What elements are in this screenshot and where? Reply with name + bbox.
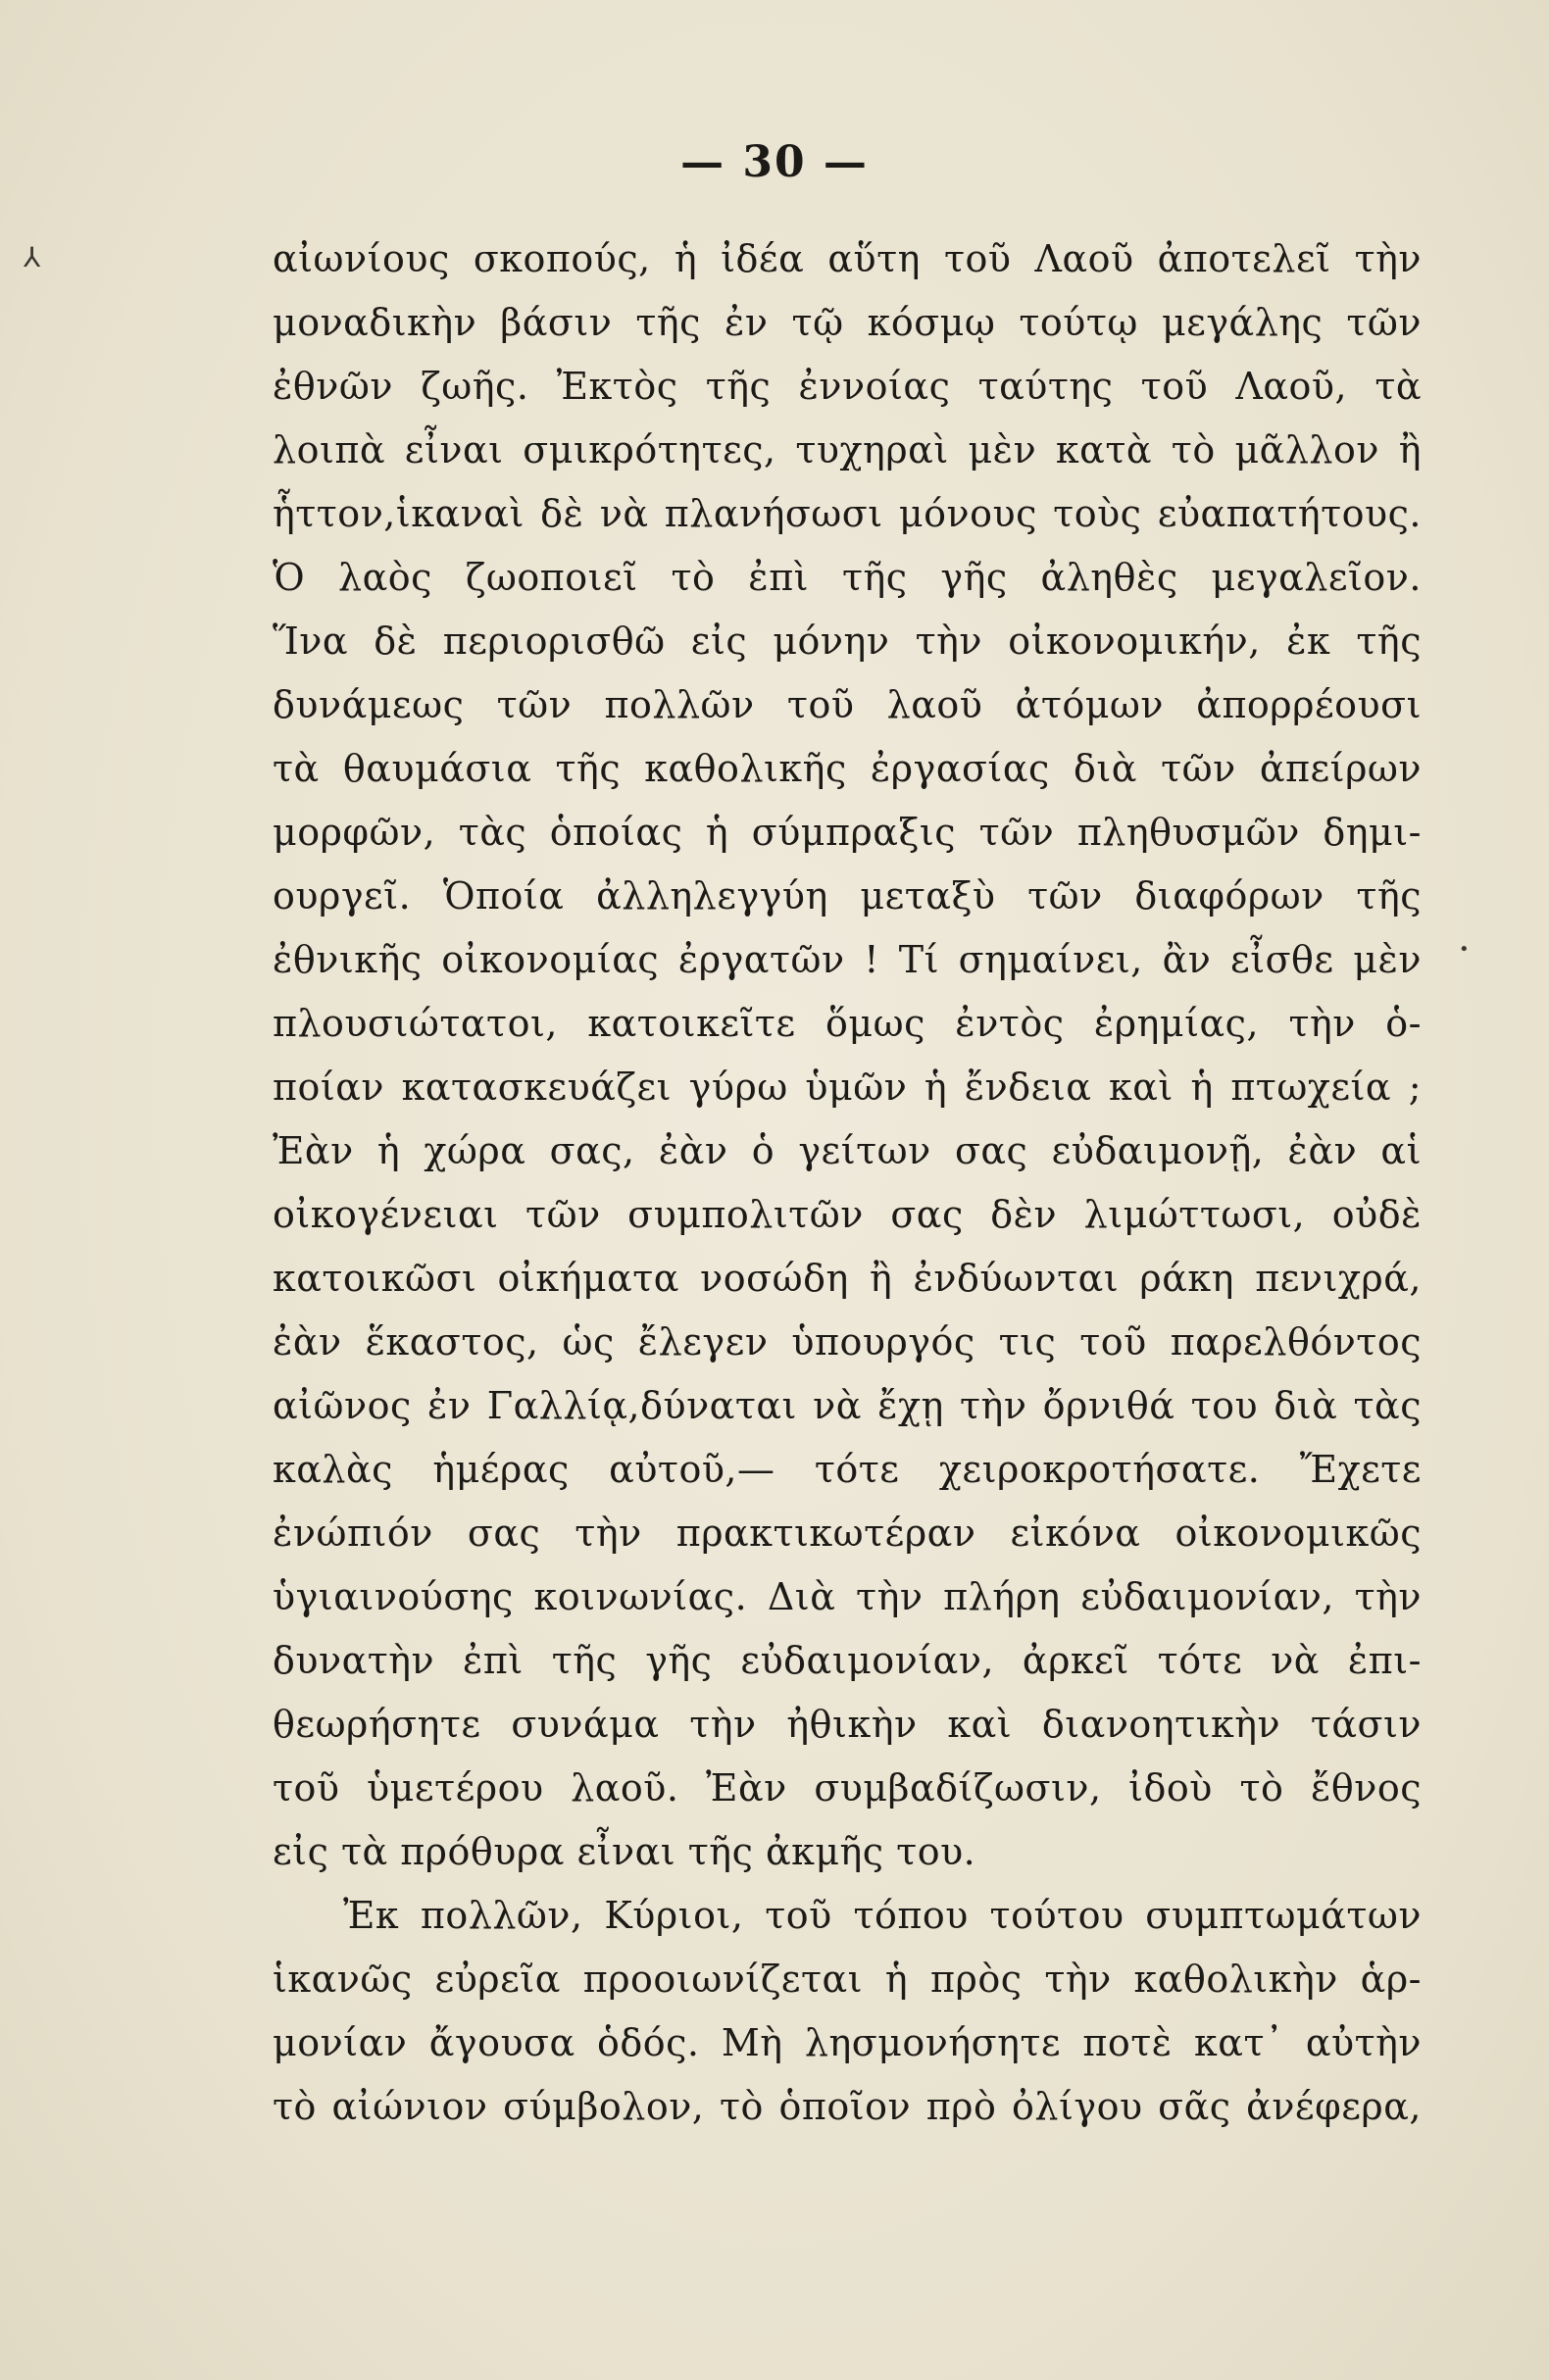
text-line: καλὰς ἡμέρας αὐτοῦ,— τότε χειροκροτήσατε. Ἔχετε: [273, 1448, 1422, 1491]
text-line: τοῦ ὑμετέρου λαοῦ. Ἐὰν συμβαδίζωσιν, ἰδοὺ τὸ ἔθνος: [273, 1766, 1422, 1810]
text-line: μοναδικὴν βάσιν τῆς ἐν τῷ κόσμῳ τούτῳ μεγάλης τῶν: [273, 301, 1422, 344]
text-line: λοιπὰ εἶναι σμικρότητες, τυχηραὶ μὲν κατὰ τὸ μᾶλλον ἢ: [273, 428, 1422, 471]
text-line: τὰ θαυμάσια τῆς καθολικῆς ἐργασίας διὰ τῶν ἀπείρων: [273, 747, 1422, 790]
text-line: οἰκογένειαι τῶν συμπολιτῶν σας δὲν λιμώττωσι, οὐδὲ: [273, 1193, 1422, 1236]
text-line: ἱκανῶς εὐρεῖα προοιωνίζεται ἡ πρὸς τὴν καθολικὴν ἁρ-: [273, 1958, 1422, 2001]
text-line: αἰωνίους σκοπούς, ἡ ἰδέα αὕτη τοῦ Λαοῦ ἀποτελεῖ τὴν: [273, 237, 1422, 280]
text-line: Ἵνα δὲ περιορισθῶ εἰς μόνην τὴν οἰκονομικήν, ἐκ τῆς: [273, 620, 1422, 663]
text-line: ποίαν κατασκευάζει γύρω ὑμῶν ἡ ἔνδεια καὶ ἡ πτωχεία ;: [273, 1066, 1422, 1109]
text-line: ἐὰν ἕκαστος, ὡς ἔλεγεν ὑπουργός τις τοῦ παρελθόντος: [273, 1320, 1422, 1364]
margin-mark-left: ⅄: [24, 241, 41, 273]
text-line: ἐθνικῆς οἰκονομίας ἐργατῶν ! Τί σημαίνει, ἂν εἶσθε μὲν: [273, 938, 1422, 981]
text-line: ἐθνῶν ζωῆς. Ἐκτὸς τῆς ἐννοίας ταύτης τοῦ Λαοῦ, τὰ: [273, 365, 1422, 408]
text-line: ἐνώπιόν σας τὴν πρακτικωτέραν εἰκόνα οἰκονομικῶς: [273, 1512, 1422, 1555]
text-line: πλουσιώτατοι, κατοικεῖτε ὅμως ἐντὸς ἐρημίας, τὴν ὁ-: [273, 1002, 1422, 1045]
text-line: εἰς τὰ πρόθυρα εἶναι τῆς ἀκμῆς του.: [273, 1830, 976, 1873]
margin-mark-right: •: [1459, 939, 1470, 960]
text-line: αἰῶνος ἐν Γαλλίᾳ,δύναται νὰ ἔχῃ τὴν ὄρνιθά του διὰ τὰς: [273, 1384, 1422, 1427]
text-line: δυνάμεως τῶν πολλῶν τοῦ λαοῦ ἀτόμων ἀπορρέουσι: [273, 683, 1422, 726]
text-line: Ὁ λαὸς ζωοποιεῖ τὸ ἐπὶ τῆς γῆς ἀληθὲς μεγαλεῖον.: [273, 556, 1422, 599]
body-text: [273, 227, 1422, 2139]
text-line: ουργεῖ. Ὁποία ἀλληλεγγύη μεταξὺ τῶν διαφόρων τῆς: [273, 874, 1422, 917]
paragraph-2: [273, 1884, 1422, 2139]
text-line: δυνατὴν ἐπὶ τῆς γῆς εὐδαιμονίαν, ἀρκεῖ τότε νὰ ἐπι-: [273, 1639, 1422, 1682]
text-line: Ἐκ πολλῶν, Κύριοι, τοῦ τόπου τούτου συμπτωμάτων: [343, 1894, 1422, 1937]
text-line: ὑγιαινούσης κοινωνίας. Διὰ τὴν πλήρη εὐδαιμονίαν, τὴν: [273, 1575, 1422, 1618]
text-line: ἧττον,ἱκαναὶ δὲ νὰ πλανήσωσι μόνους τοὺς εὐαπατήτους.: [273, 492, 1422, 535]
page-number: — 30 —: [680, 137, 869, 187]
text-line: μονίαν ἄγουσα ὁδός. Μὴ λησμονήσητε ποτὲ κατ᾽ αὐτὴν: [273, 2021, 1422, 2064]
text-line: κατοικῶσι οἰκήματα νοσώδη ἢ ἐνδύωνται ράκη πενιχρά,: [273, 1257, 1422, 1300]
paragraph-1: [273, 227, 1422, 1884]
text-line: θεωρήσητε συνάμα τὴν ἠθικὴν καὶ διανοητικὴν τάσιν: [273, 1703, 1422, 1746]
text-line: μορφῶν, τὰς ὁποίας ἡ σύμπραξις τῶν πληθυσμῶν δημι-: [273, 811, 1422, 854]
text-line: Ἐὰν ἡ χώρα σας, ἐὰν ὁ γείτων σας εὐδαιμονῇ, ἐὰν αἱ: [273, 1129, 1422, 1172]
text-line: τὸ αἰώνιον σύμβολον, τὸ ὁποῖον πρὸ ὀλίγου σᾶς ἀνέφερα,: [273, 2085, 1422, 2128]
